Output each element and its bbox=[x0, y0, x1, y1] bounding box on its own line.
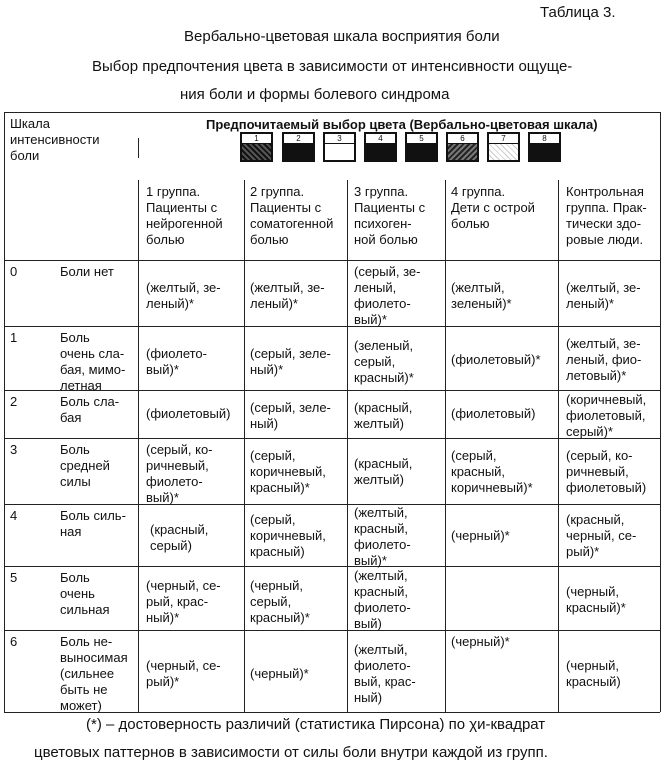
row-divider-2 bbox=[4, 438, 660, 439]
footnote-line-1: (*) – достоверность различий (статистика Пирсона) по χи-квадрат bbox=[86, 716, 546, 733]
row-4-number: 4 bbox=[10, 508, 18, 523]
row-2-label: Боль сла- бая bbox=[60, 394, 120, 425]
scale-header: Шкала интенсивности боли bbox=[10, 116, 100, 163]
row-3-group-3: (красный, желтый) bbox=[354, 456, 413, 487]
row-6-group-2: (черный)* bbox=[250, 666, 309, 681]
row-0-label: Боли нет bbox=[60, 264, 114, 279]
row-0-number: 0 bbox=[10, 264, 18, 279]
table-subtitle-line2: ния боли и формы болевого синдрома bbox=[180, 86, 450, 103]
row-4-label: Боль силь- ная bbox=[60, 508, 126, 539]
row-divider-header bbox=[4, 260, 660, 261]
table-title: Вербально-цветовая шкала восприятия боли bbox=[184, 28, 500, 45]
row-0-group-3: (серый, зе- леный, фиолето- вый)* bbox=[354, 264, 421, 327]
color-choice-header: Предпочитаемый выбор цвета (Вербально-цветовая шкала) bbox=[206, 117, 598, 132]
row-3-group-2: (серый, коричневый, красный)* bbox=[250, 448, 326, 495]
row-1-group-4: (фиолетовый)* bbox=[451, 352, 541, 367]
row-5-number: 5 bbox=[10, 570, 18, 585]
row-divider-5 bbox=[4, 630, 660, 631]
row-2-group-1: (фиолетовый) bbox=[146, 406, 231, 421]
row-4-group-4: (черный)* bbox=[451, 528, 510, 543]
row-0-group-1: (желтый, зе- леный)* bbox=[146, 280, 221, 311]
row-2-group-3: (красный, желтый) bbox=[354, 400, 413, 431]
row-0-group-4: (желтый, зеленый)* bbox=[451, 280, 512, 311]
row-5-group-2: (черный, серый, красный)* bbox=[250, 578, 310, 625]
color-swatch-5: 5 bbox=[405, 132, 438, 162]
color-swatch-3: 3 bbox=[323, 132, 356, 162]
row-4-group-1: (красный, серый) bbox=[150, 522, 209, 553]
row-6-group-4: (черный)* bbox=[451, 634, 510, 649]
group-header-3: 3 группа. Пациенты с психоген- ной болью bbox=[354, 184, 426, 247]
color-swatch-6: 6 bbox=[446, 132, 479, 162]
row-3-number: 3 bbox=[10, 442, 18, 457]
table-number: Таблица 3. bbox=[540, 4, 616, 21]
group-header-4: 4 группа. Дети с острой болью bbox=[451, 184, 535, 231]
row-divider-4 bbox=[4, 566, 660, 567]
color-swatch-7: 7 bbox=[487, 132, 520, 162]
row-2-number: 2 bbox=[10, 394, 18, 409]
row-divider-3 bbox=[4, 504, 660, 505]
right-border bbox=[660, 112, 661, 712]
table-subtitle-line1: Выбор предпочтения цвета в зависимости от интенсивности ощуще- bbox=[92, 58, 573, 75]
row-5-group-1: (черный, се- рый, крас- ный)* bbox=[146, 578, 221, 625]
row-6-label: Боль не- выносимая (сильнее быть не может) bbox=[60, 634, 128, 713]
group-header-control: Контрольная группа. Прак- тически здо- ровые люди. bbox=[566, 184, 647, 247]
row-5-group-3: (желтый, красный, фиолето- вый) bbox=[354, 568, 411, 631]
row-3-label: Боль средней силы bbox=[60, 442, 110, 489]
row-4-group-3: (желтый, красный, фиолето- вый)* bbox=[354, 505, 411, 568]
row-3-group-4: (серый, красный, коричневый)* bbox=[451, 448, 533, 495]
row-1-group-1: (фиолето- вый)* bbox=[146, 346, 207, 377]
row-6-group-1: (черный, се- рый)* bbox=[146, 658, 221, 689]
row-1-label: Боль очень сла- бая, мимо- летная bbox=[60, 330, 126, 393]
row-4-group-2: (серый, коричневый, красный) bbox=[250, 512, 326, 559]
row-4-control: (красный, черный, се- рый)* bbox=[566, 512, 637, 559]
row-3-control: (серый, ко- ричневый, фиолетовый) bbox=[566, 448, 647, 495]
left-border bbox=[4, 112, 5, 712]
row-5-control: (черный, красный)* bbox=[566, 584, 626, 615]
row-2-group-2: (серый, зеле- ный) bbox=[250, 400, 331, 431]
row-1-control: (желтый, зе- леный, фио- летовый)* bbox=[566, 336, 642, 383]
row-2-control: (коричневый, фиолетовый, серый)* bbox=[566, 392, 647, 439]
footnote-line-2: цветовых паттернов в зависимости от силы боли внутри каждой из групп. bbox=[34, 744, 548, 761]
row-1-group-2: (серый, зеле- ный)* bbox=[250, 346, 331, 377]
row-6-control: (черный, красный) bbox=[566, 658, 621, 689]
header-divider bbox=[138, 138, 139, 158]
row-0-control: (желтый, зе- леный)* bbox=[566, 280, 641, 311]
row-1-group-3: (зеленый, серый, красный)* bbox=[354, 338, 414, 385]
row-6-number: 6 bbox=[10, 634, 18, 649]
row-5-label: Боль очень сильная bbox=[60, 570, 110, 617]
color-swatch-4: 4 bbox=[364, 132, 397, 162]
row-2-group-4: (фиолетовый) bbox=[451, 406, 536, 421]
row-1-number: 1 bbox=[10, 330, 18, 345]
row-3-group-1: (серый, ко- ричневый, фиолето- вый)* bbox=[146, 442, 213, 505]
row-6-group-3: (желтый, фиолето- вый, крас- ный) bbox=[354, 642, 416, 705]
group-header-1: 1 группа. Пациенты с нейрогенной болью bbox=[146, 184, 223, 247]
table-top-border bbox=[4, 112, 660, 113]
color-swatch-8: 8 bbox=[528, 132, 561, 162]
color-swatch-2: 2 bbox=[282, 132, 315, 162]
group-header-2: 2 группа. Пациенты с соматогенной болью bbox=[250, 184, 334, 247]
row-divider-0 bbox=[4, 326, 660, 327]
row-0-group-2: (желтый, зе- леный)* bbox=[250, 280, 325, 311]
color-swatch-1: 1 bbox=[240, 132, 273, 162]
